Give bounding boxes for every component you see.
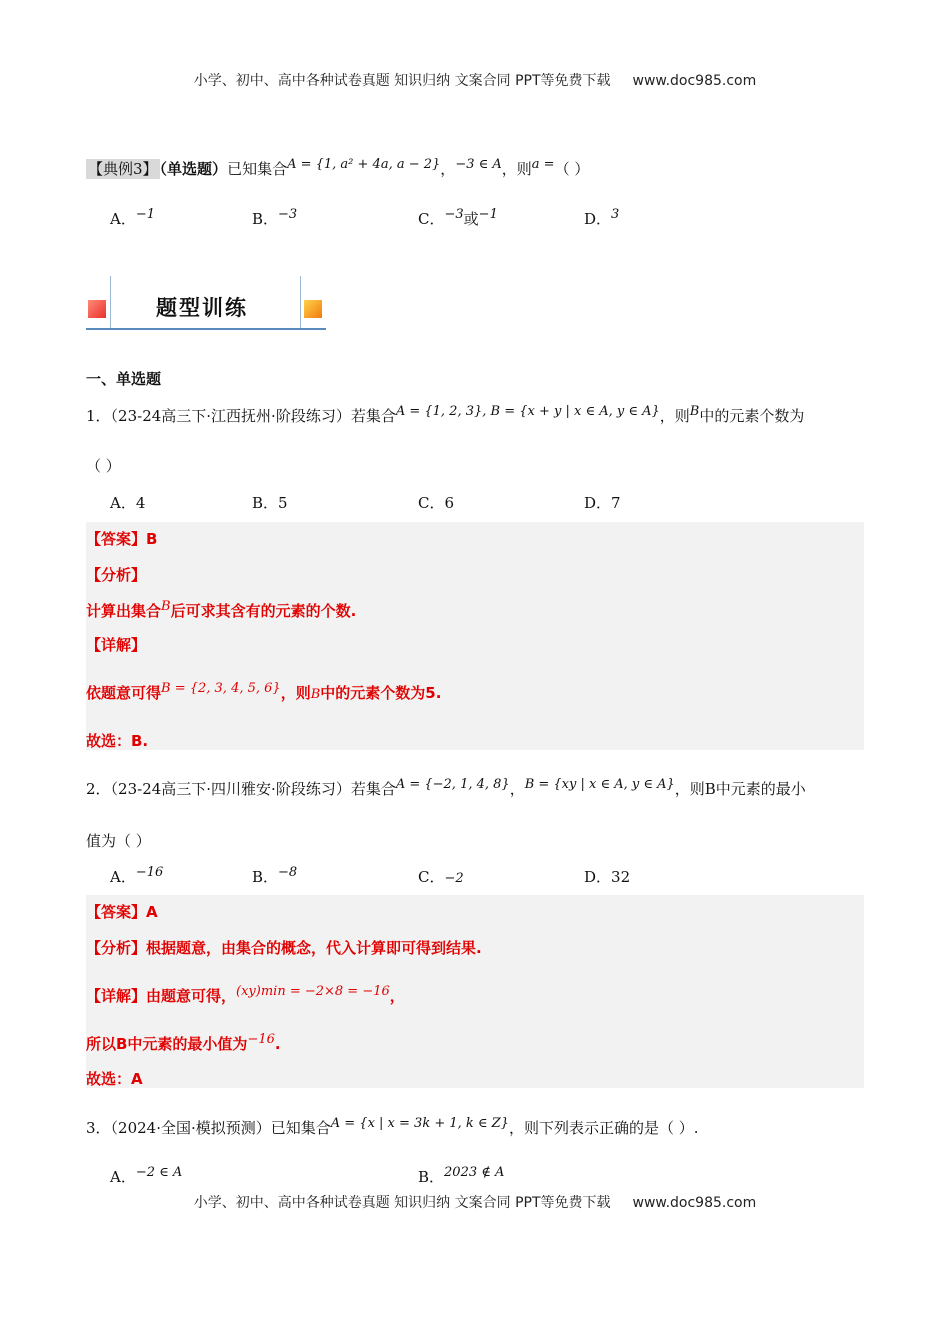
set-formula: A = {1, a² + 4a, a − 2} <box>287 157 441 172</box>
var-formula: B <box>310 687 321 702</box>
answer-line: 【答案】A <box>86 903 158 921</box>
set-formula: A = {1, 2, 3}, B = {x + y | x ∈ A, y ∈ A} <box>395 404 660 419</box>
option-value: −2 ∈ A <box>135 1165 183 1180</box>
option-c[interactable] <box>418 866 464 887</box>
answer-paren: （ ） <box>554 160 590 178</box>
detail-line <box>86 985 405 1006</box>
option-label: A． <box>110 1168 136 1186</box>
option-value: 3 <box>611 207 620 222</box>
option-value: −3 <box>444 207 464 222</box>
set-formula: A = {x | x = 3k + 1, k ∈ Z} <box>330 1116 509 1131</box>
analysis-line <box>86 600 356 621</box>
question-source: （23-24高三下·江西抚州·阶段练习）若集合 <box>110 407 396 425</box>
option-value: 32 <box>611 868 631 886</box>
answer-line: 【答案】B <box>86 530 158 548</box>
option-value: −8 <box>278 865 298 880</box>
banner-underline <box>86 328 326 330</box>
comma: ， <box>509 780 525 798</box>
q3-stem <box>86 1117 699 1138</box>
header-url[interactable]: www.doc985.com <box>632 73 757 89</box>
stem-text: ，则B中元素的最小 <box>674 780 806 798</box>
set-formula: B = {xy | x ∈ A, y ∈ A} <box>524 777 675 792</box>
option-value: −1 <box>135 207 156 222</box>
option-label: D． <box>584 868 612 886</box>
question-number: 1． <box>86 407 111 425</box>
detail-text: 【详解】由题意可得， <box>86 987 237 1005</box>
option-label: A． <box>110 210 136 228</box>
option-value: −16 <box>135 865 164 880</box>
option-label: B． <box>252 868 279 886</box>
banner-divider <box>300 276 301 328</box>
stem-text: 中的元素个数为 <box>699 407 805 425</box>
option-c[interactable] <box>418 492 454 513</box>
option-a[interactable] <box>110 208 155 229</box>
question-type: （单选题） <box>159 160 228 178</box>
banner-title: 题型训练 <box>156 296 248 320</box>
q1-solution-box <box>86 522 864 750</box>
detail-text: ， <box>389 987 405 1005</box>
option-d[interactable] <box>584 208 619 229</box>
q1-paren: （ ） <box>86 457 121 475</box>
section-banner <box>86 276 326 330</box>
option-d[interactable] <box>584 866 630 887</box>
question-number: 2． <box>86 780 111 798</box>
ask-formula: a = <box>531 157 555 172</box>
option-value: −3 <box>278 207 298 222</box>
q2-stem-cont: 值为（ ） <box>86 832 151 850</box>
banner-divider <box>110 276 111 328</box>
orange-square-icon <box>304 300 322 318</box>
footer-url[interactable]: www.doc985.com <box>632 1195 757 1211</box>
detail-text: . <box>274 1035 281 1053</box>
conclusion-line: 故选：A <box>86 1070 143 1088</box>
var-formula: B <box>689 404 700 419</box>
stem-text: ，则下列表示正确的是（ ）. <box>508 1119 699 1137</box>
option-a[interactable] <box>110 1166 182 1187</box>
option-b[interactable] <box>252 208 297 229</box>
q1-stem <box>86 405 804 426</box>
page-header <box>0 70 950 90</box>
detail-tag: 【详解】 <box>86 636 147 654</box>
conclusion-line: 故选：B. <box>86 732 149 750</box>
detail-text: 依题意可得 <box>86 684 162 702</box>
option-label: D． <box>584 494 612 512</box>
var-formula: B <box>161 599 171 614</box>
option-a[interactable] <box>110 492 145 513</box>
option-c[interactable] <box>418 208 498 229</box>
option-label: B． <box>418 1168 445 1186</box>
q2-stem <box>86 778 806 799</box>
option-d[interactable] <box>584 492 621 513</box>
red-square-icon <box>88 300 106 318</box>
option-value: −2 <box>444 871 464 886</box>
option-label: C． <box>418 868 445 886</box>
page-footer <box>0 1192 950 1212</box>
detail-formula: B = {2, 3, 4, 5, 6} <box>161 681 281 696</box>
comma: ， <box>440 160 456 178</box>
footer-text: 小学、初中、高中各种试卷真题 知识归纳 文案合同 PPT等免费下载 <box>193 1195 611 1211</box>
analysis-text: 计算出集合 <box>86 602 162 620</box>
stem-text: ，则 <box>501 160 532 178</box>
option-label: D． <box>584 210 612 228</box>
detail-text: 所以B中元素的最小值为 <box>86 1035 248 1053</box>
detail-formula: (xy)min = −2×8 = −16 <box>236 984 390 999</box>
section-title: 一、单选题 <box>86 370 162 388</box>
option-value: 7 <box>611 494 621 512</box>
option-b[interactable] <box>418 1166 504 1187</box>
option-value-2: −1 <box>478 207 498 222</box>
detail-line <box>86 682 441 703</box>
question-number: 3． <box>86 1119 111 1137</box>
question-source: （23-24高三下·四川雅安·阶段练习）若集合 <box>110 780 396 798</box>
option-value: 6 <box>444 494 455 512</box>
option-label: C． <box>418 494 445 512</box>
detail-text: 中的元素个数为5. <box>320 684 442 702</box>
option-label: B． <box>252 494 279 512</box>
header-text: 小学、初中、高中各种试卷真题 知识归纳 文案合同 PPT等免费下载 <box>193 73 611 89</box>
analysis-tag: 【分析】 <box>86 566 147 584</box>
q2-solution-box <box>86 895 864 1088</box>
example-tag: 【典例3】 <box>88 160 158 178</box>
option-label: A． <box>110 868 136 886</box>
stem-text: 已知集合 <box>227 160 288 178</box>
option-value: 5 <box>278 494 288 512</box>
condition-formula: −3 ∈ A <box>455 157 502 172</box>
option-connector: 或 <box>463 210 479 228</box>
option-b[interactable] <box>252 492 288 513</box>
stem-text: ，则 <box>659 407 690 425</box>
analysis-text: 后可求其含有的元素的个数. <box>170 602 357 620</box>
option-a[interactable] <box>110 866 163 887</box>
detail-value: −16 <box>247 1032 275 1047</box>
detail-text: ，则 <box>280 684 311 702</box>
option-label: B． <box>252 210 279 228</box>
option-value: 4 <box>135 494 146 512</box>
detail-line-2 <box>86 1033 281 1054</box>
analysis-line: 【分析】根据题意，由集合的概念，代入计算即可得到结果. <box>86 939 482 957</box>
option-label: A． <box>110 494 136 512</box>
question-source: （2024·全国·模拟预测）已知集合 <box>110 1119 331 1137</box>
option-value: 2023 ∉ A <box>444 1165 505 1180</box>
option-b[interactable] <box>252 866 297 887</box>
option-label: C． <box>418 210 445 228</box>
example3-stem <box>86 158 589 179</box>
set-formula: A = {−2, 1, 4, 8} <box>395 777 510 792</box>
